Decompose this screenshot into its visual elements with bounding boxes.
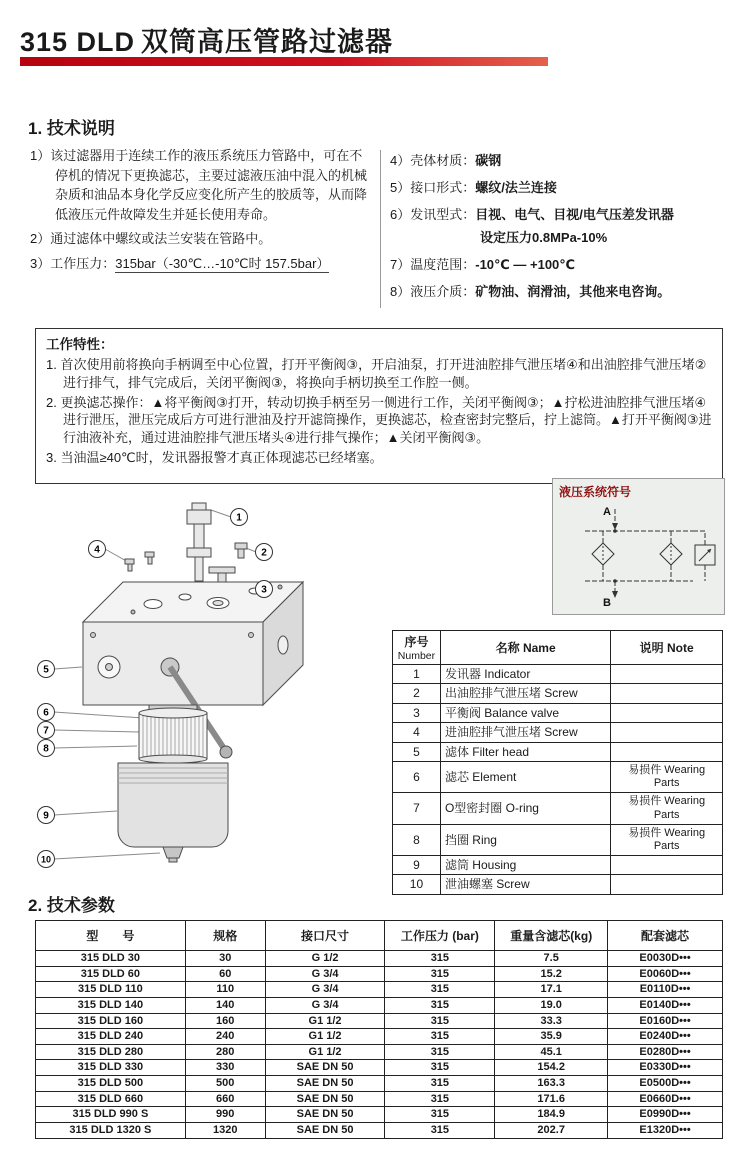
hydraulic-symbol-title: 液压系统符号 bbox=[559, 485, 632, 499]
callout-1: 1 bbox=[236, 512, 242, 524]
spec-item-5-label: 接口形式： bbox=[410, 180, 476, 195]
params-table-row bbox=[36, 1091, 723, 1107]
params-table bbox=[35, 920, 723, 1139]
spec-item-3 bbox=[30, 254, 374, 274]
spec-item-4-value: 碳钢 bbox=[475, 153, 502, 168]
spec-item-4-label: 壳体材质： bbox=[410, 153, 476, 168]
spec-item-5 bbox=[390, 177, 724, 196]
params-table-row bbox=[36, 1060, 723, 1076]
param-port-cell: G1 1/2 bbox=[265, 1044, 385, 1060]
hydraulic-symbol-box bbox=[552, 478, 725, 615]
param-pressure-cell: 315 bbox=[385, 1107, 495, 1123]
filter-head-block bbox=[83, 582, 303, 705]
param-model-cell: 315 DLD 500 bbox=[36, 1076, 186, 1092]
spec-item-2 bbox=[30, 229, 374, 249]
param-model-cell: 315 DLD 140 bbox=[36, 997, 186, 1013]
part-name-cell: 泄油螺塞 Screw bbox=[440, 875, 610, 894]
param-spec-cell: 140 bbox=[185, 997, 265, 1013]
param-port-cell: G1 1/2 bbox=[265, 1013, 385, 1029]
parts-header-number-cn: 序号 bbox=[404, 635, 429, 649]
param-weight-cell: 154.2 bbox=[495, 1060, 608, 1076]
part-number-cell: 1 bbox=[393, 665, 441, 684]
parts-header-note: 说明 Note bbox=[611, 631, 723, 665]
param-element-cell: E0280D••• bbox=[608, 1044, 723, 1060]
param-spec-cell: 280 bbox=[185, 1044, 265, 1060]
tech-desc-right-column bbox=[390, 150, 724, 308]
params-table-row bbox=[36, 982, 723, 998]
param-port-cell: G 3/4 bbox=[265, 982, 385, 998]
callout-8: 8 bbox=[43, 743, 49, 755]
page-title-model: 315 DLD bbox=[20, 27, 136, 57]
spec-item-4 bbox=[390, 150, 724, 169]
part-note-cell: 易损件 Wearing Parts bbox=[611, 793, 723, 824]
params-table-row bbox=[36, 1123, 723, 1139]
spec-item-8-num: 8） bbox=[390, 284, 411, 299]
param-spec-cell: 660 bbox=[185, 1091, 265, 1107]
spec-item-7-label: 温度范围： bbox=[410, 257, 476, 272]
part-number-cell: 4 bbox=[393, 723, 441, 742]
callout-4: 4 bbox=[94, 544, 100, 556]
feature-item-2: 2. 更换滤芯操作：▲将平衡阀③打开，转动切换手柄至另一侧进行工作，关闭平衡阀③；▲拧松进油腔排气泄压堵④进行泄压，泄压完成后方可进行泄油及拧开滤筒操作，更换滤芯，检查密封完整后，拧上滤筒。▲打开平衡阀③进行油液补充，通过进油腔排气泄压堵头④进行排气操作；▲关闭平衡阀③。 bbox=[46, 394, 712, 446]
part-number-cell: 9 bbox=[393, 856, 441, 875]
param-port-cell: G 3/4 bbox=[265, 997, 385, 1013]
part-note-cell: 易损件 Wearing Parts bbox=[611, 824, 723, 855]
param-weight-cell: 15.2 bbox=[495, 966, 608, 982]
param-spec-cell: 500 bbox=[185, 1076, 265, 1092]
part-name-cell: 平衡阀 Balance valve bbox=[440, 703, 610, 722]
red-accent-bar bbox=[20, 57, 548, 66]
param-weight-cell: 163.3 bbox=[495, 1076, 608, 1092]
param-model-cell: 315 DLD 110 bbox=[36, 982, 186, 998]
part-number-cell: 10 bbox=[393, 875, 441, 894]
param-pressure-cell: 315 bbox=[385, 1013, 495, 1029]
part-number-cell: 6 bbox=[393, 761, 441, 792]
part-note-cell bbox=[611, 665, 723, 684]
part-name-cell: 出油腔排气泄压堵 Screw bbox=[440, 684, 610, 703]
param-spec-cell: 160 bbox=[185, 1013, 265, 1029]
spec-item-3-num: 3） bbox=[30, 255, 51, 271]
tech-desc-heading: 1. 技术说明 bbox=[28, 119, 115, 138]
parts-table-row bbox=[393, 684, 723, 703]
param-pressure-cell: 315 bbox=[385, 1091, 495, 1107]
params-table-row bbox=[36, 1107, 723, 1123]
param-model-cell: 315 DLD 1320 S bbox=[36, 1123, 186, 1139]
param-element-cell: E0110D••• bbox=[608, 982, 723, 998]
column-divider bbox=[380, 150, 381, 308]
parts-table-row bbox=[393, 665, 723, 684]
param-port-cell: SAE DN 50 bbox=[265, 1060, 385, 1076]
part-number-cell: 5 bbox=[393, 742, 441, 761]
part-note-cell: 易损件 Wearing Parts bbox=[611, 761, 723, 792]
part-name-cell: 进油腔排气泄压堵 Screw bbox=[440, 723, 610, 742]
param-model-cell: 315 DLD 280 bbox=[36, 1044, 186, 1060]
spec-item-7-value: -10℃ — +100℃ bbox=[475, 257, 576, 272]
feature-item-1: 1. 首次使用前将换向手柄调至中心位置，打开平衡阀③，开启油泵，打开进油腔排气泄压堵④和出油腔排气泄压堵②进行排气，排气完成后，关闭平衡阀③，将换向手柄切换至工作腔一侧。 bbox=[46, 357, 707, 391]
param-element-cell: E0140D••• bbox=[608, 997, 723, 1013]
page-title bbox=[20, 20, 393, 59]
callout-9: 9 bbox=[43, 810, 49, 822]
param-pressure-cell: 315 bbox=[385, 951, 495, 967]
parts-table-row bbox=[393, 723, 723, 742]
param-spec-cell: 110 bbox=[185, 982, 265, 998]
part-name-cell: 挡圈 Ring bbox=[440, 824, 610, 855]
params-heading: 2. 技术参数 bbox=[28, 896, 115, 915]
param-model-cell: 315 DLD 160 bbox=[36, 1013, 186, 1029]
params-header-weight: 重量含滤芯(kg) bbox=[495, 921, 608, 951]
param-weight-cell: 19.0 bbox=[495, 997, 608, 1013]
callout-6: 6 bbox=[43, 707, 49, 719]
param-element-cell: E0990D••• bbox=[608, 1107, 723, 1123]
spec-item-3-label: 工作压力： bbox=[50, 255, 116, 271]
param-weight-cell: 35.9 bbox=[495, 1029, 608, 1045]
param-model-cell: 315 DLD 330 bbox=[36, 1060, 186, 1076]
param-spec-cell: 240 bbox=[185, 1029, 265, 1045]
param-weight-cell: 184.9 bbox=[495, 1107, 608, 1123]
port-a-label: A bbox=[603, 506, 611, 518]
param-spec-cell: 1320 bbox=[185, 1123, 265, 1139]
part-note-cell bbox=[611, 856, 723, 875]
params-table-row bbox=[36, 1013, 723, 1029]
spec-item-1 bbox=[30, 146, 374, 224]
part-note-cell bbox=[611, 723, 723, 742]
param-port-cell: G1 1/2 bbox=[265, 1029, 385, 1045]
param-weight-cell: 7.5 bbox=[495, 951, 608, 967]
spec-item-1-text: 该过滤器用于连续工作的液压系统压力管路中，可在不停机的情况下更换滤芯，主要过滤液压油中混入的机械杂质和油品本身化学反应变化所产生的胶质等，从而降低液压元件故障发生并延长使用寿命。 bbox=[50, 148, 368, 222]
hydraulic-circuit-symbol bbox=[559, 501, 719, 609]
param-model-cell: 315 DLD 30 bbox=[36, 951, 186, 967]
parts-header-name: 名称 Name bbox=[440, 631, 610, 665]
param-spec-cell: 60 bbox=[185, 966, 265, 982]
spec-item-5-value: 螺纹/法兰连接 bbox=[475, 180, 557, 195]
part-number-cell: 3 bbox=[393, 703, 441, 722]
param-model-cell: 315 DLD 990 S bbox=[36, 1107, 186, 1123]
filter-assembly-diagram bbox=[33, 497, 395, 883]
spec-item-6-num: 6） bbox=[390, 207, 411, 222]
params-header-port: 接口尺寸 bbox=[265, 921, 385, 951]
parts-table-row bbox=[393, 761, 723, 792]
param-pressure-cell: 315 bbox=[385, 1060, 495, 1076]
param-spec-cell: 990 bbox=[185, 1107, 265, 1123]
param-port-cell: SAE DN 50 bbox=[265, 1076, 385, 1092]
spec-item-6-value2: 设定压力0.8MPa-10% bbox=[480, 230, 608, 245]
param-element-cell: E1320D••• bbox=[608, 1123, 723, 1139]
spec-item-8 bbox=[390, 281, 724, 300]
part-name-cell: 发讯器 Indicator bbox=[440, 665, 610, 684]
spec-item-8-label: 液压介质： bbox=[410, 284, 476, 299]
parts-table-header-row bbox=[393, 631, 723, 665]
param-model-cell: 315 DLD 240 bbox=[36, 1029, 186, 1045]
param-weight-cell: 202.7 bbox=[495, 1123, 608, 1139]
param-model-cell: 315 DLD 660 bbox=[36, 1091, 186, 1107]
parts-table bbox=[392, 630, 723, 895]
spec-item-6-label: 发讯型式： bbox=[410, 207, 476, 222]
params-header-pressure: 工作压力 (bar) bbox=[385, 921, 495, 951]
parts-header-number-en: Number bbox=[397, 650, 436, 662]
param-weight-cell: 33.3 bbox=[495, 1013, 608, 1029]
params-header-model: 型 号 bbox=[36, 921, 186, 951]
param-port-cell: SAE DN 50 bbox=[265, 1123, 385, 1139]
tech-desc-left-column bbox=[30, 146, 374, 278]
spec-item-2-text: 通过滤体中螺纹或法兰安装在管路中。 bbox=[50, 231, 272, 246]
param-weight-cell: 17.1 bbox=[495, 982, 608, 998]
param-element-cell: E0060D••• bbox=[608, 966, 723, 982]
param-pressure-cell: 315 bbox=[385, 1076, 495, 1092]
spec-item-3-value: 315bar（-30℃…-10℃时 157.5bar） bbox=[115, 255, 330, 271]
parts-table-row bbox=[393, 703, 723, 722]
param-port-cell: SAE DN 50 bbox=[265, 1107, 385, 1123]
param-element-cell: E0660D••• bbox=[608, 1091, 723, 1107]
part-name-cell: 滤筒 Housing bbox=[440, 856, 610, 875]
spec-item-5-num: 5） bbox=[390, 180, 411, 195]
params-table-row bbox=[36, 1044, 723, 1060]
spec-item-2-num: 2） bbox=[30, 231, 51, 246]
spec-item-4-num: 4） bbox=[390, 153, 411, 168]
part-note-cell bbox=[611, 703, 723, 722]
param-element-cell: E0160D••• bbox=[608, 1013, 723, 1029]
params-table-row bbox=[36, 966, 723, 982]
param-weight-cell: 45.1 bbox=[495, 1044, 608, 1060]
spec-item-7-num: 7） bbox=[390, 257, 411, 272]
spec-item-8-value: 矿物油、润滑油，其他来电咨询。 bbox=[475, 284, 671, 299]
parts-table-row bbox=[393, 742, 723, 761]
parts-table-row bbox=[393, 856, 723, 875]
callout-5: 5 bbox=[43, 664, 49, 676]
param-port-cell: G 1/2 bbox=[265, 951, 385, 967]
parts-table-row bbox=[393, 824, 723, 855]
param-element-cell: E0240D••• bbox=[608, 1029, 723, 1045]
param-element-cell: E0330D••• bbox=[608, 1060, 723, 1076]
param-element-cell: E0030D••• bbox=[608, 951, 723, 967]
part-number-cell: 7 bbox=[393, 793, 441, 824]
part-note-cell bbox=[611, 875, 723, 894]
callout-10: 10 bbox=[40, 854, 52, 865]
feature-item-3: 3. 当油温≥40℃时，发讯器报警才真正体现滤芯已经堵塞。 bbox=[46, 449, 383, 465]
callout-2: 2 bbox=[261, 547, 267, 559]
part-number-cell: 2 bbox=[393, 684, 441, 703]
port-b-label: B bbox=[603, 597, 611, 609]
params-header-element: 配套滤芯 bbox=[608, 921, 723, 951]
part-name-cell: O型密封圈 O-ring bbox=[440, 793, 610, 824]
part-note-cell bbox=[611, 684, 723, 703]
param-port-cell: G 3/4 bbox=[265, 966, 385, 982]
page-title-cn: 双筒高压管路过滤器 bbox=[141, 27, 394, 57]
params-table-row bbox=[36, 997, 723, 1013]
parts-table-row bbox=[393, 875, 723, 894]
params-header-spec: 规格 bbox=[185, 921, 265, 951]
params-table-row bbox=[36, 951, 723, 967]
parts-table-row bbox=[393, 793, 723, 824]
param-pressure-cell: 315 bbox=[385, 997, 495, 1013]
params-table-header-row bbox=[36, 921, 723, 951]
part-number-cell: 8 bbox=[393, 824, 441, 855]
param-pressure-cell: 315 bbox=[385, 1044, 495, 1060]
params-table-row bbox=[36, 1029, 723, 1045]
callout-7: 7 bbox=[43, 725, 49, 737]
spec-item-7 bbox=[390, 254, 724, 273]
spec-item-1-num: 1） bbox=[30, 148, 51, 163]
param-spec-cell: 330 bbox=[185, 1060, 265, 1076]
param-pressure-cell: 315 bbox=[385, 1123, 495, 1139]
parts-header-number bbox=[393, 631, 441, 665]
param-pressure-cell: 315 bbox=[385, 982, 495, 998]
working-features-box bbox=[35, 328, 723, 484]
param-spec-cell: 30 bbox=[185, 951, 265, 967]
part-name-cell: 滤体 Filter head bbox=[440, 742, 610, 761]
param-model-cell: 315 DLD 60 bbox=[36, 966, 186, 982]
callout-3: 3 bbox=[261, 584, 267, 596]
features-title: 工作特性： bbox=[46, 337, 114, 352]
filter-element bbox=[139, 705, 207, 763]
param-pressure-cell: 315 bbox=[385, 1029, 495, 1045]
param-element-cell: E0500D••• bbox=[608, 1076, 723, 1092]
indicator-part bbox=[187, 503, 211, 581]
part-name-cell: 滤芯 Element bbox=[440, 761, 610, 792]
part-note-cell bbox=[611, 742, 723, 761]
param-weight-cell: 171.6 bbox=[495, 1091, 608, 1107]
param-pressure-cell: 315 bbox=[385, 966, 495, 982]
spec-item-6 bbox=[390, 204, 724, 223]
params-table-row bbox=[36, 1076, 723, 1092]
spec-item-6-value: 目视、电气、目视/电气压差发讯器 bbox=[475, 207, 674, 222]
filter-housing bbox=[118, 763, 228, 862]
param-port-cell: SAE DN 50 bbox=[265, 1091, 385, 1107]
